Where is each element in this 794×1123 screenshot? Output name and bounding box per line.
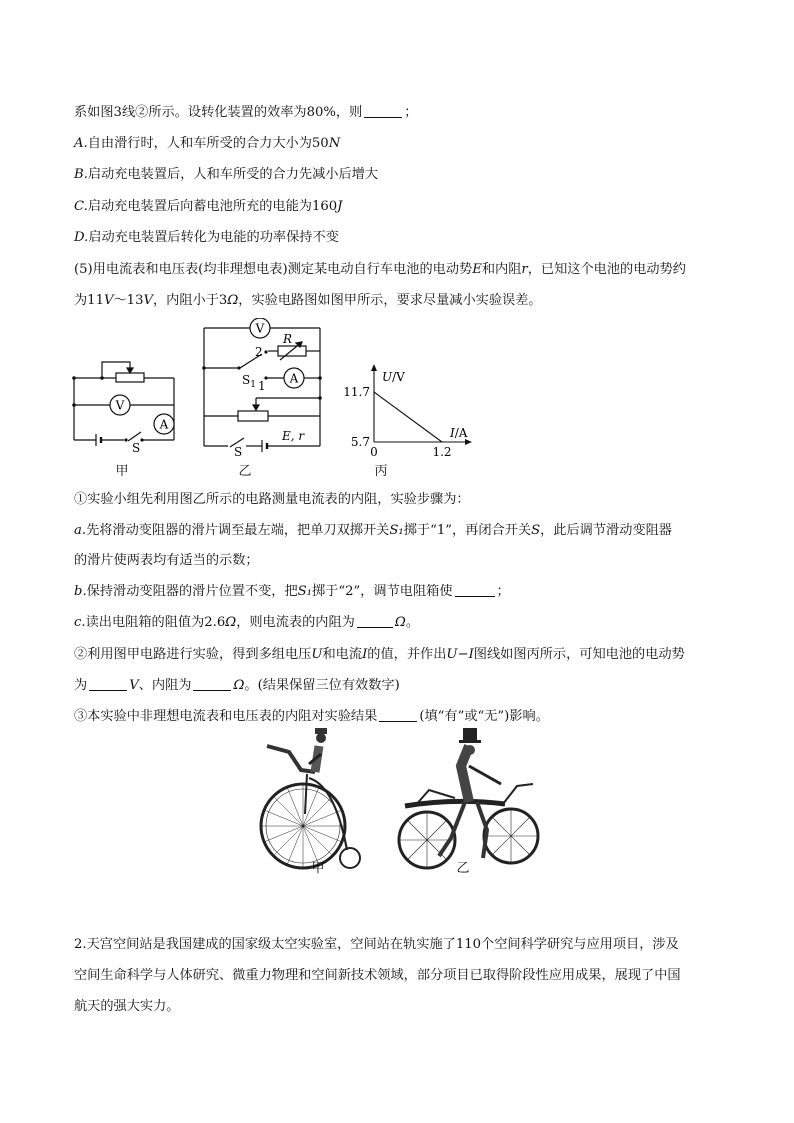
option-tag: D.	[74, 230, 89, 245]
symbol: U−I	[446, 647, 474, 662]
option-text: 启动充电装置后转化为电能的功率保持不变	[88, 230, 339, 245]
y-axis-label: U/V	[382, 370, 405, 384]
ammeter-label: A	[289, 371, 299, 386]
text: 先将滑动变阻器的滑片调至最左端，把单刀双掷开关	[86, 523, 390, 538]
text: ～13	[113, 293, 144, 308]
unit: J	[337, 199, 343, 214]
unit: Ω	[394, 615, 406, 630]
symbol: S₁	[297, 584, 312, 599]
unit: V	[103, 293, 114, 308]
penny-farthing-image	[261, 728, 360, 868]
switch-s1-label: $S_1$	[242, 373, 256, 390]
q2-line-3	[74, 998, 724, 1016]
step-b	[74, 583, 724, 601]
unit: Ω	[225, 615, 237, 630]
option-text: 启动充电装置后向蓄电池所充的电能为160	[87, 199, 338, 214]
step-c	[74, 614, 724, 632]
text: 的滑片使两表均有适当的示数；	[74, 553, 259, 568]
text: ，此后调节滑动变阻器	[540, 523, 672, 538]
text: 和内阻	[481, 262, 522, 277]
option-tag: C.	[74, 199, 88, 214]
graph-bing	[340, 360, 480, 460]
q5-line-2	[74, 292, 724, 310]
text: 空间生命科学与人体研究、微重力物理和空间新技术领域，部分项目已取得阶段性应用成果，展现了中国	[74, 968, 681, 983]
answer-blank[interactable]	[193, 678, 231, 691]
unit: N	[328, 136, 341, 151]
answer-blank[interactable]	[357, 615, 393, 628]
step-a-line-1	[74, 522, 724, 540]
text: ③本实验中非理想电流表和电压表的内阻对实验结果	[74, 709, 378, 724]
step-tag: a.	[74, 523, 87, 538]
caption-jia: 甲	[115, 464, 129, 479]
text: (填“有”或“无”)影响。	[419, 709, 549, 724]
answer-blank[interactable]	[379, 709, 417, 722]
text: 掷于“2”，调节电阻箱使	[311, 584, 453, 599]
text: 读出电阻箱的阻值为2.6	[85, 615, 226, 630]
text: ，已知这个电池的电动势约	[527, 262, 686, 277]
symbol: S₁	[389, 523, 404, 538]
bike-caption-yi: 乙	[456, 861, 470, 876]
bike-caption-jia: 甲	[311, 861, 325, 876]
text: 图线如图丙所示，可知电池的电动势	[473, 647, 685, 662]
text: 为11	[74, 293, 104, 308]
symbol: S	[531, 523, 541, 538]
text: ①实验小组先利用图乙所示的电路测量电流表的内阻，实验步骤为：	[74, 492, 470, 507]
step-3	[74, 708, 724, 726]
battery-label: E, r	[282, 429, 305, 443]
answer-blank[interactable]	[364, 105, 402, 118]
symbol: U	[311, 647, 323, 662]
text: 为	[74, 678, 88, 693]
voltmeter-label: V	[255, 321, 265, 336]
option-text: 自由滑行时，人和车所受的合力大小为50	[87, 136, 329, 151]
caption-yi: 乙	[238, 464, 252, 479]
option-tag: B.	[74, 167, 88, 182]
text: 。(结果保留三位有效数字)	[244, 678, 400, 693]
q5-line-1	[74, 261, 724, 279]
circuit-yi	[198, 318, 328, 456]
y-tick-top: 11.7	[343, 385, 370, 399]
answer-blank[interactable]	[455, 584, 495, 597]
step-2-line-2	[74, 677, 724, 695]
switch-label: S	[132, 441, 141, 452]
switch-label: S	[234, 445, 243, 456]
text: ，则电流表的内阻为	[236, 615, 355, 630]
option-d	[74, 229, 724, 247]
q2-line-1	[74, 936, 724, 954]
option-c	[74, 198, 724, 216]
switch-pos-2: 2	[255, 345, 263, 359]
switch-pos-1: 1	[258, 379, 266, 393]
data-line	[374, 392, 442, 442]
y-tick-bottom: 5.7	[350, 435, 370, 449]
option-text: 启动充电装置后，人和车所受的合力先减小后增大	[87, 167, 379, 182]
option-b	[74, 166, 724, 184]
step-a-line-2	[74, 552, 724, 570]
bicycle-illustrations	[255, 726, 545, 876]
step-2-line-1	[74, 646, 724, 664]
text: ，内阻小于3	[153, 293, 228, 308]
text: ②利用图甲电路进行实验，得到多组电压	[74, 647, 312, 662]
y-axis-arrow	[371, 364, 377, 371]
caption-bing: 丙	[374, 464, 388, 479]
symbol: E	[472, 262, 482, 277]
x-tick-end: 1.2	[432, 445, 452, 459]
unit: V	[143, 293, 153, 308]
text: 的值，并作出	[367, 647, 447, 662]
voltmeter-label: V	[115, 398, 125, 413]
q2-line-2	[74, 967, 724, 985]
unit: Ω	[233, 678, 245, 693]
unit: V	[129, 678, 139, 693]
x-tick-origin: 0	[370, 445, 378, 459]
step-tag: c.	[74, 615, 86, 630]
text: 和电流	[322, 647, 363, 662]
text: ，实验电路图如图甲所示，要求尽量减小实验误差。	[238, 293, 542, 308]
text: ；	[496, 584, 510, 599]
symbol: r	[521, 262, 528, 277]
step-tag: b.	[74, 584, 87, 599]
draisine-image	[399, 728, 538, 868]
text: 掷于“1”，再闭合开关	[403, 523, 532, 538]
symbol: I	[362, 647, 368, 662]
continuation-line	[74, 104, 724, 122]
x-axis-label: I/A	[450, 426, 468, 440]
text: 系如图3线②所示。设转化装置的效率为80%，则	[74, 105, 363, 120]
text: 、内阻为	[138, 678, 192, 693]
text: (5)用电流表和电压表(均非理想电表)测定某电动自行车电池的电动势	[74, 262, 473, 277]
text: ；	[404, 105, 418, 120]
answer-blank[interactable]	[89, 678, 127, 691]
text: 航天的强大实力。	[74, 999, 180, 1014]
resistor-label: R	[283, 332, 293, 346]
text: 2.天宫空间站是我国建成的国家级太空实验室，空间站在轨实施了110个空间科学研究与应用项目，涉及	[74, 937, 679, 952]
circuit-jia	[66, 352, 186, 452]
text: 。	[405, 615, 419, 630]
text: 保持滑动变阻器的滑片位置不变，把	[86, 584, 298, 599]
ammeter-label: A	[159, 417, 169, 432]
option-tag: A.	[74, 136, 88, 151]
option-a	[74, 135, 724, 153]
step-intro	[74, 491, 724, 509]
unit: Ω	[227, 293, 239, 308]
